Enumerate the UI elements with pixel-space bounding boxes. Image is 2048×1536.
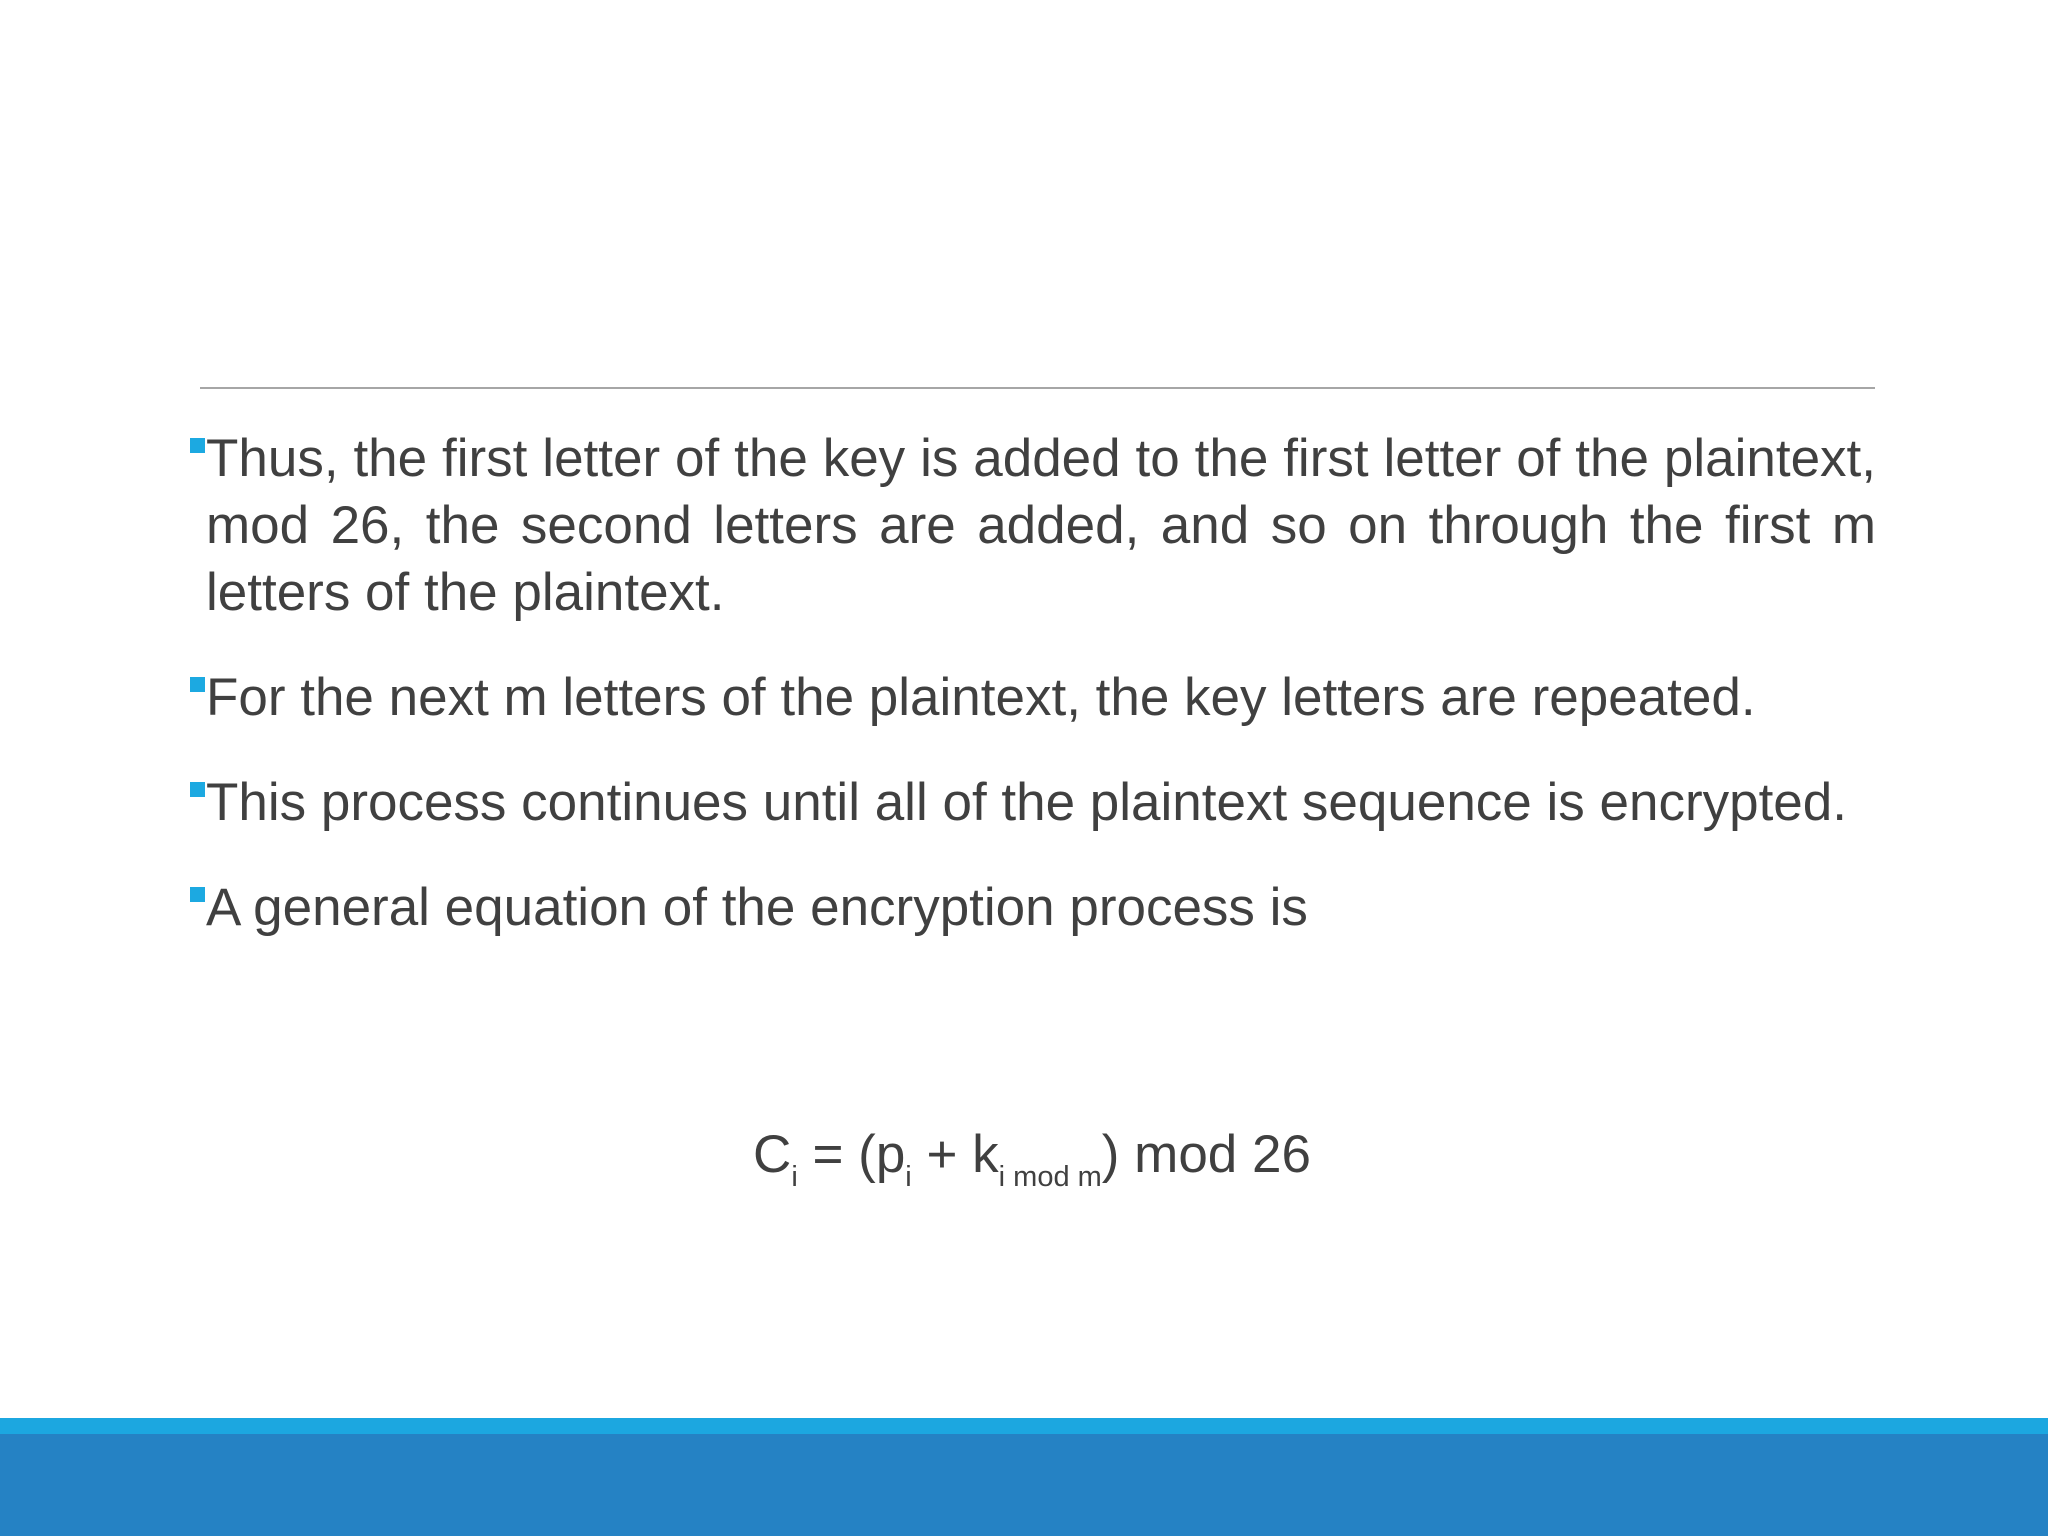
bullet-text: A general equation of the encryption process is [206,878,1308,937]
bullet-item-2 [186,664,1876,731]
square-bullet-icon [190,677,205,692]
bullet-list [186,425,1876,979]
equation-c: C [753,1125,792,1184]
title-divider-line [200,387,1875,389]
equation-close: ) mod 26 [1101,1125,1311,1184]
bullet-text: This process continues until all of the plaintext sequence is encrypted. [206,773,1847,832]
equation-p-subscript: i [905,1161,912,1193]
equation-eq-open: = (p [797,1125,906,1184]
equation-k-subscript: i mod m [998,1161,1102,1193]
bullet-item-4 [186,874,1876,941]
bullet-text: Thus, the first letter of the key is added to the first letter of the plaintext, mod 26, the second letters are added, and so on through the first m letters of the plaintext. [206,429,1876,622]
footer-band-dark [0,1434,2048,1536]
equation-c-subscript: i [791,1161,798,1193]
square-bullet-icon [190,887,205,902]
square-bullet-icon [190,782,205,797]
encryption-equation [0,1120,2048,1193]
bullet-item-3 [186,769,1876,836]
footer-band-light [0,1418,2048,1434]
bullet-item-1 [186,425,1876,626]
square-bullet-icon [190,438,205,453]
bullet-text: For the next m letters of the plaintext, the key letters are repeated. [206,668,1756,727]
equation-plus-k: + k [911,1125,999,1184]
